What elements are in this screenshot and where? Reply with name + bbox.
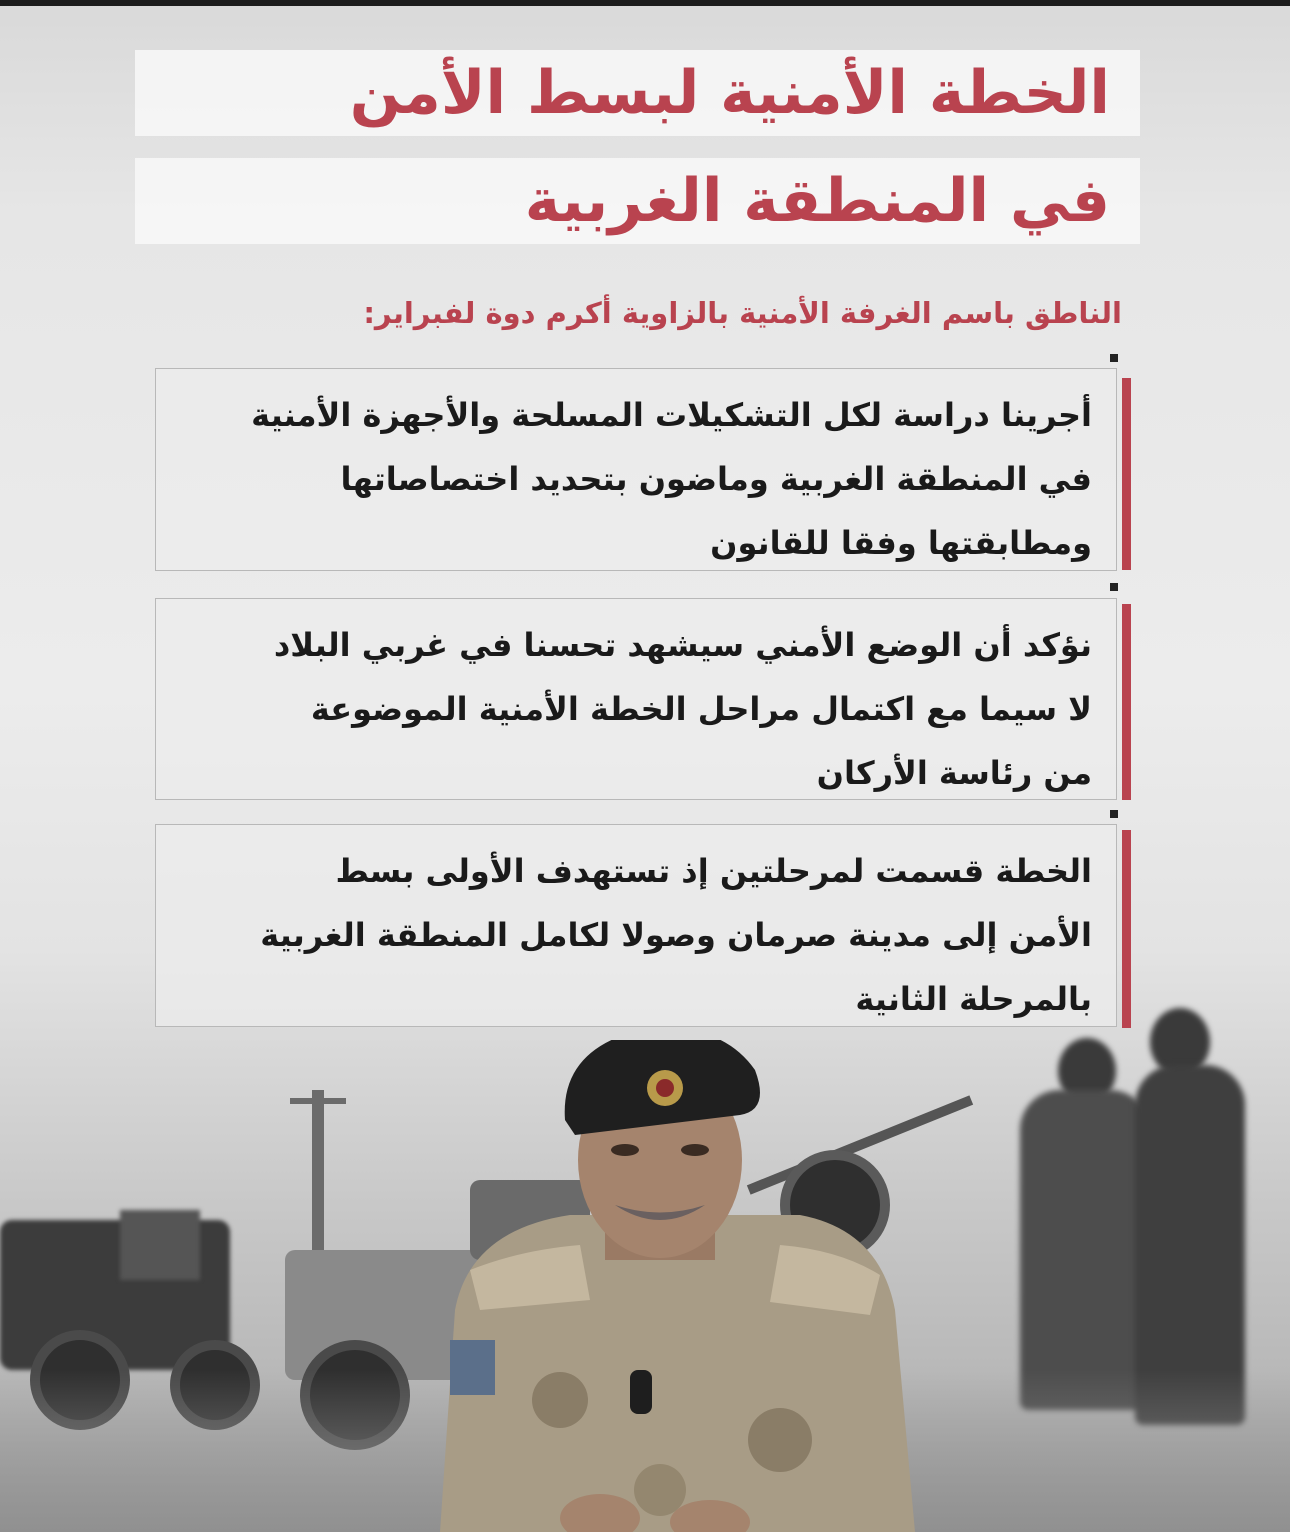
statement-1-line-2: في المنطقة الغربية وماضون بتحديد اختصاصاتها [340, 460, 1092, 498]
statement-accent-2 [1122, 604, 1131, 800]
statement-3-line-2: الأمن إلى مدينة صرمان وصولا لكامل المنطقة الغربية [260, 916, 1092, 954]
statement-card-2 [155, 598, 1117, 800]
statement-2-line-2: لا سيما مع اكتمال مراحل الخطة الأمنية الموضوعة [310, 690, 1092, 728]
statement-text-2 [177, 613, 1092, 805]
lapel-microphone [630, 1370, 652, 1414]
statement-3-line-1: الخطة قسمت لمرحلتين إذ تستهدف الأولى بسط [335, 852, 1092, 890]
title-line-2: في المنطقة الغربية [135, 158, 1140, 244]
statement-card-3 [155, 824, 1117, 1027]
statement-1-line-3: ومطابقتها وفقا للقانون [710, 524, 1092, 562]
statement-2-line-3: من رئاسة الأركان [816, 754, 1092, 792]
statement-text-3 [177, 839, 1092, 1031]
camo-spot [532, 1372, 588, 1428]
officer-portrait [0, 1040, 1290, 1532]
statement-accent-3 [1122, 830, 1131, 1028]
camo-spot-3 [634, 1464, 686, 1516]
background-photo [0, 1040, 1290, 1532]
statement-2-line-1: نؤكد أن الوضع الأمني سيشهد تحسنا في غربي البلاد [273, 626, 1092, 664]
statement-text-1 [177, 383, 1092, 575]
statement-3-line-3: بالمرحلة الثانية [855, 980, 1092, 1018]
statement-accent-1 [1122, 378, 1131, 570]
top-border [0, 0, 1290, 6]
beret-badge-center [656, 1079, 674, 1097]
statement-1-line-1: أجرينا دراسة لكل التشكيلات المسلحة والأجهزة الأمنية [251, 396, 1092, 434]
title-line-1: الخطة الأمنية لبسط الأمن [135, 50, 1140, 136]
bullet-dot-2 [1110, 583, 1118, 591]
bullet-dot-3 [1110, 810, 1118, 818]
camo-spot-2 [748, 1408, 812, 1472]
bullet-dot-1 [1110, 354, 1118, 362]
officer-eye-right [681, 1144, 709, 1156]
officer-eye-left [611, 1144, 639, 1156]
statement-card-1 [155, 368, 1117, 571]
speaker-attribution: الناطق باسم الغرفة الأمنية بالزاوية أكرم دوة لفبراير: [363, 296, 1122, 330]
shoulder-patch [450, 1340, 495, 1395]
